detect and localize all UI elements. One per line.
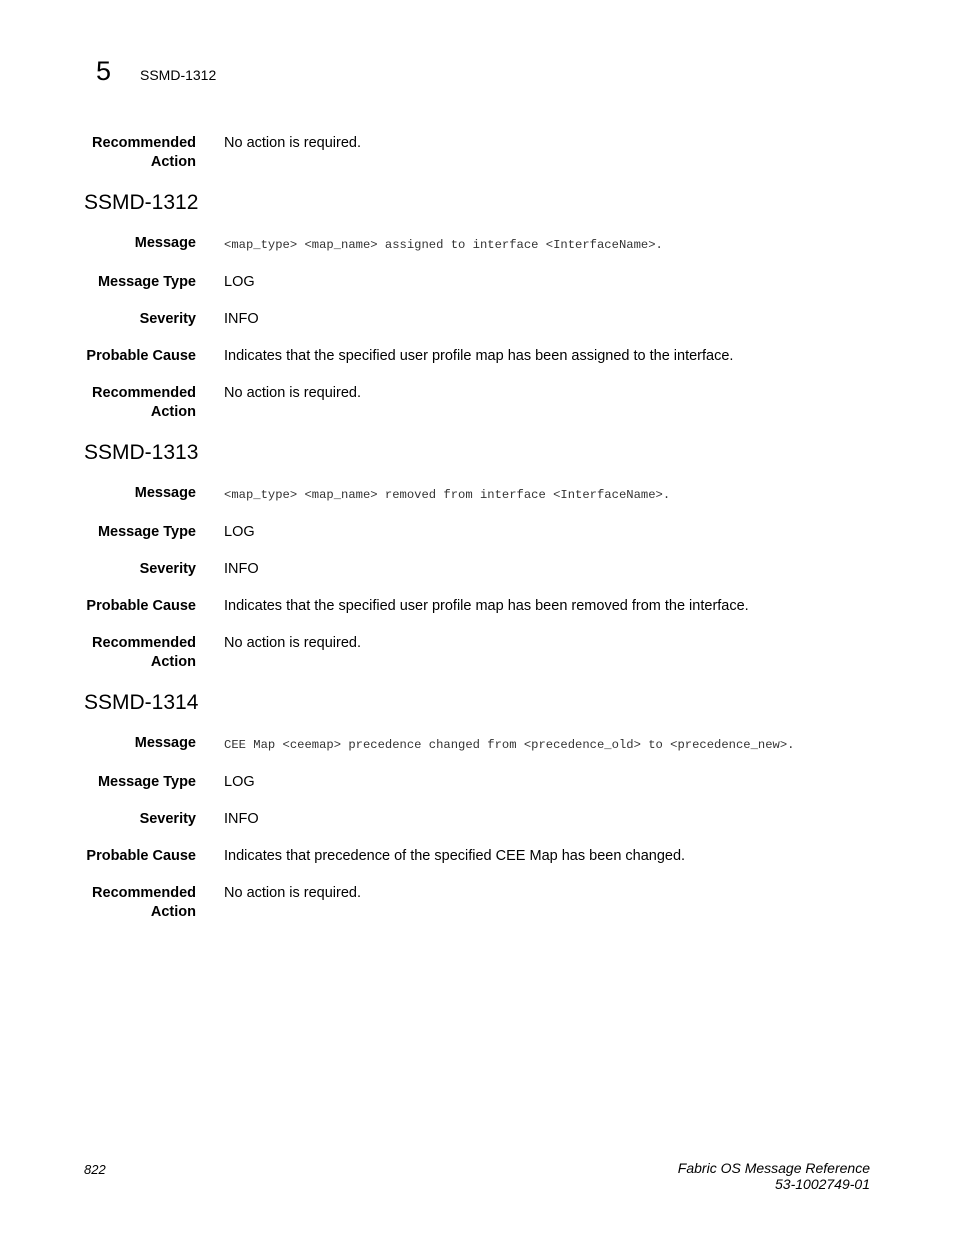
message-label: Message: [134, 735, 196, 751]
probable-cause-value: Indicates that the specified user profile map has been assigned to the interface.: [224, 348, 734, 364]
severity-row: [84, 810, 884, 829]
message-type-value: LOG: [224, 524, 255, 540]
severity-label: Severity: [139, 811, 196, 827]
section-title: SSMD-1314: [84, 691, 199, 714]
severity-value: INFO: [224, 811, 259, 827]
recommended-action-label: Recommended Action: [92, 135, 196, 170]
message-type-value: LOG: [224, 774, 255, 790]
footer-document-info: [678, 1160, 870, 1192]
running-title: SSMD-1312: [140, 67, 217, 83]
message-row: [84, 734, 884, 755]
recommended-action-value: No action is required.: [224, 635, 362, 651]
probable-cause-row: [84, 347, 884, 366]
severity-label: Severity: [139, 561, 196, 577]
message-label: Message: [134, 235, 196, 251]
message-row: [84, 484, 884, 505]
probable-cause-label: Probable Cause: [86, 848, 196, 864]
document-number: 53-1002749-01: [775, 1176, 870, 1192]
probable-cause-row: [84, 847, 884, 866]
message-label: Message: [134, 485, 196, 501]
running-header: [96, 56, 216, 86]
message-value: <map_type> <map_name> removed from interface <InterfaceName>.: [224, 488, 671, 502]
message-value: CEE Map <ceemap> precedence changed from <precedence_old> to <precedence_new>.: [224, 738, 795, 752]
recommended-action-row: [84, 634, 884, 672]
message-type-label: Message Type: [97, 274, 196, 290]
recommended-action-label: Recommended Action: [92, 385, 196, 420]
chapter-number: 5: [96, 56, 112, 86]
probable-cause-label: Probable Cause: [86, 598, 196, 614]
probable-cause-value: Indicates that the specified user profile map has been removed from the interface.: [224, 598, 749, 614]
recommended-action-value: No action is required.: [224, 885, 362, 901]
message-type-label: Message Type: [97, 774, 196, 790]
probable-cause-row: [84, 597, 884, 616]
message-row: [84, 234, 884, 255]
book-title: Fabric OS Message Reference: [677, 1160, 870, 1176]
probable-cause-label: Probable Cause: [86, 348, 196, 364]
severity-label: Severity: [139, 311, 196, 327]
preceding-recommended-action-row: [84, 134, 884, 172]
probable-cause-value: Indicates that precedence of the specified CEE Map has been changed.: [224, 848, 686, 864]
message-type-row: [84, 773, 884, 792]
severity-value: INFO: [224, 311, 259, 327]
recommended-action-value: No action is required.: [224, 135, 362, 151]
recommended-action-value: No action is required.: [224, 385, 362, 401]
page-number: 822: [84, 1162, 106, 1177]
message-type-label: Message Type: [97, 524, 196, 540]
recommended-action-row: [84, 384, 884, 422]
recommended-action-label: Recommended Action: [92, 885, 196, 920]
message-value: <map_type> <map_name> assigned to interface <InterfaceName>.: [224, 238, 663, 252]
message-type-row: [84, 523, 884, 542]
section-title: SSMD-1312: [84, 191, 199, 214]
message-type-row: [84, 273, 884, 292]
section-title: SSMD-1313: [84, 441, 199, 464]
message-type-value: LOG: [224, 274, 255, 290]
recommended-action-label: Recommended Action: [92, 635, 196, 670]
severity-row: [84, 310, 884, 329]
page-content: [84, 134, 884, 940]
severity-value: INFO: [224, 561, 259, 577]
message-section-ssmd-1313: [84, 440, 884, 672]
severity-row: [84, 560, 884, 579]
message-section-ssmd-1314: [84, 690, 884, 922]
message-section-ssmd-1312: [84, 190, 884, 422]
recommended-action-row: [84, 884, 884, 922]
